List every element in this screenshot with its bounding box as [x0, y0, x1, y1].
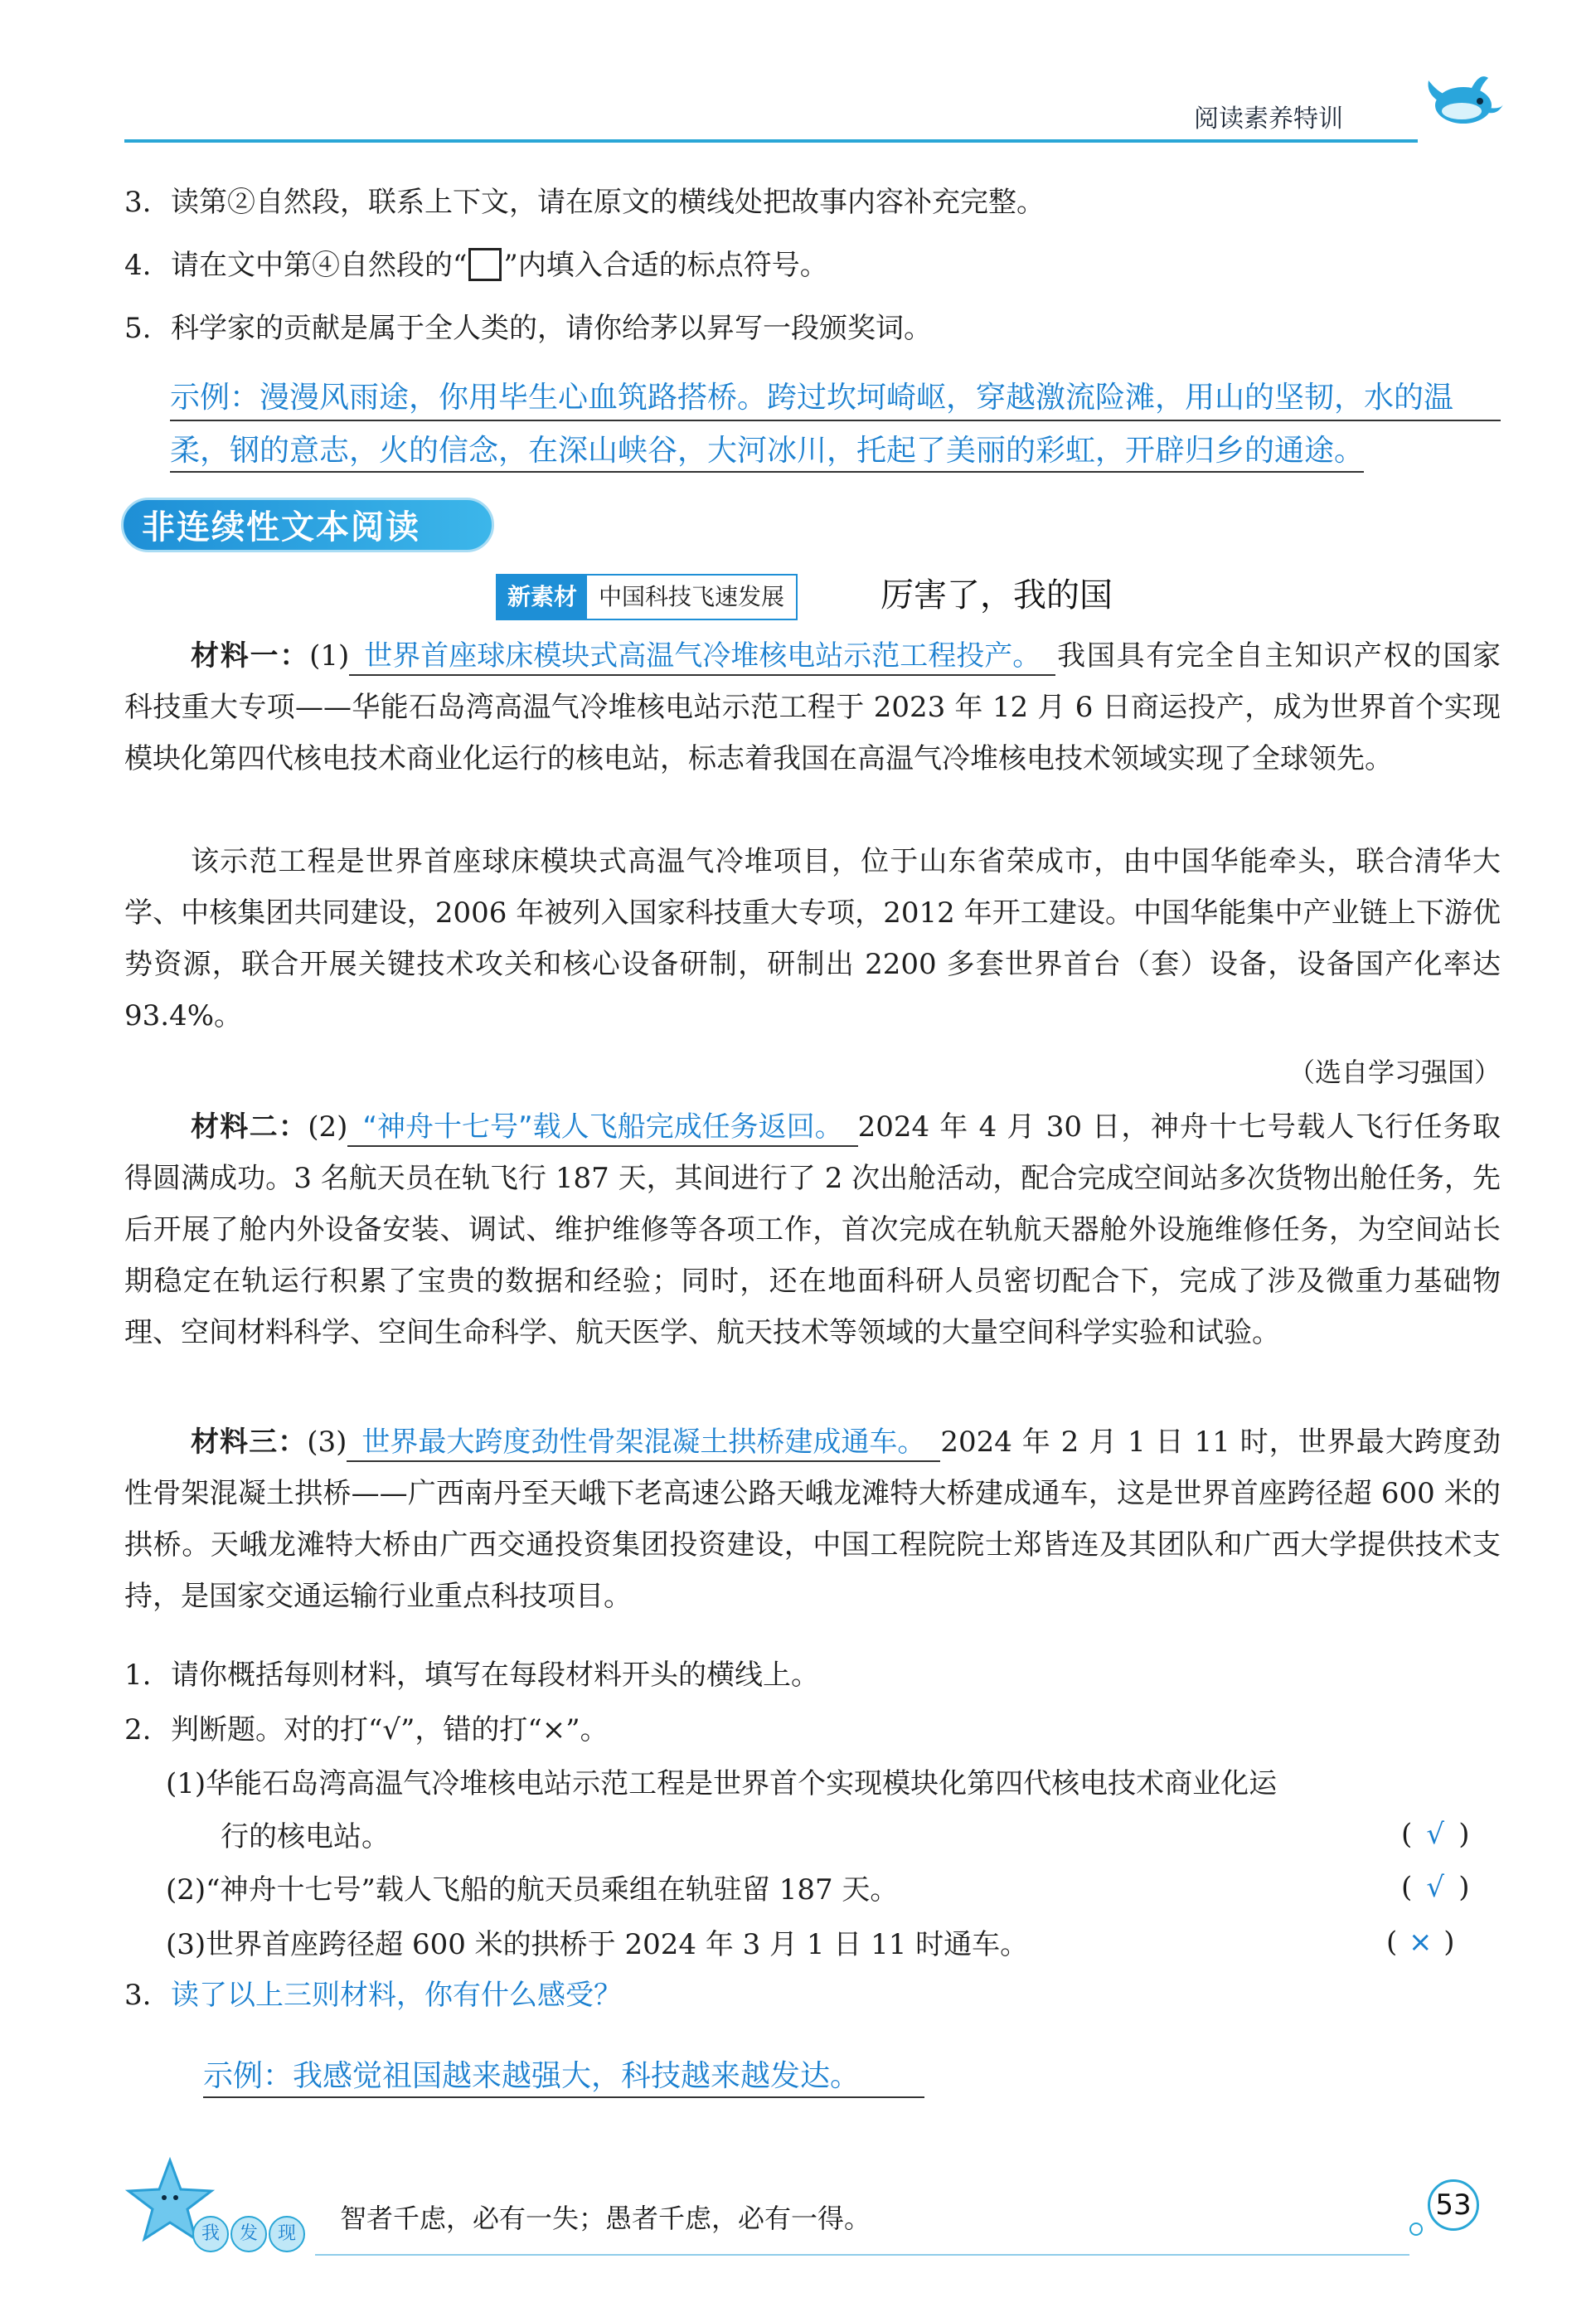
material-3-text: 2024 年 2 月 1 日 11 时，世界最大跨度劲性骨架混凝土拱桥——广西南丹至天峨下老高速公路天峨龙滩特大桥建成通车，这是世界首座跨径超 600 米的拱桥。天峨龙滩特大桥由广西交通投资集团投资建设，中国工程院院士郑皆连及其团队和广西大学提供技术支持，是国家交通运输行业重点科技项目。	[124, 1426, 1501, 1613]
judgement-3: (3)世界首座跨径超 600 米的拱桥于 2024 年 3 月 1 日 11 时通车。	[166, 1928, 1029, 1961]
answer-5-line2: 柔，钢的意志，火的信念，在深山峡谷，大河冰川，托起了美丽的彩虹，开辟归乡的通途。	[170, 434, 1365, 468]
check-mark: √	[1426, 1871, 1445, 1904]
question-b1	[124, 1657, 819, 1693]
question-3	[124, 184, 1045, 221]
question-number: 2.	[124, 1713, 152, 1746]
question-number: 5.	[124, 312, 152, 345]
source-note: （选自学习强国）	[1288, 1057, 1501, 1088]
judgement-1-answer[interactable]: ( √ )	[1401, 1818, 1470, 1851]
tag-new: 新素材	[497, 576, 587, 619]
question-text-before: 请在文中第④自然段的“	[171, 249, 468, 282]
new-material-tag	[496, 574, 798, 620]
question-text: 科学家的贡献是属于全人类的，请你给茅以昇写一段颁奖词。	[171, 312, 932, 345]
question-number: 3.	[124, 186, 152, 219]
material-2-para	[124, 1101, 1501, 1358]
question-text: 读了以上三则材料，你有什么感受？	[171, 1979, 622, 2012]
question-b2	[124, 1712, 609, 1748]
material-3-answer[interactable]: 世界最大跨度劲性骨架混凝土拱桥建成通车。	[347, 1424, 940, 1462]
discover-badge	[192, 2216, 305, 2252]
judgement-2: (2)“神舟十七号”载人飞船的航天员乘组在轨驻留 187 天。	[166, 1873, 899, 1907]
question-b3	[124, 1977, 622, 2014]
question-number: (2)	[308, 1110, 348, 1144]
question-number: (1)	[309, 639, 350, 673]
header-divider	[124, 139, 1418, 143]
answer-line	[170, 420, 1501, 421]
question-number: (3)	[307, 1426, 347, 1459]
judgement-1-line2: 行的核电站。	[221, 1820, 390, 1853]
question-number: 4.	[124, 249, 152, 282]
answer-3: 示例：我感觉祖国越来越强大，科技越来越发达。	[203, 2059, 861, 2093]
header-title: 阅读素养特训	[1194, 104, 1343, 134]
section-title: 厉害了，我的国	[880, 576, 1113, 615]
section-banner: 非连续性文本阅读	[121, 498, 494, 552]
footer-divider	[315, 2254, 1409, 2256]
question-text-after: ”内填入合适的标点符号。	[503, 249, 828, 282]
material-1-answer[interactable]: 世界首座球床模块式高温气冷堆核电站示范工程投产。	[349, 638, 1055, 676]
material-1-para-1	[124, 630, 1501, 785]
answer-line	[170, 471, 1364, 473]
material-1-para-2: 该示范工程是世界首座球床模块式高温气冷堆项目，位于山东省荣成市，由中国华能牵头，联合清华大学、中核集团共同建设，2006 年被列入国家科技重大专项，2012 年开工建设。中国华能集中产业链上下游优势资源，联合开展关键技术攻关和核心设备研制，研制出 2200 多套世界首台（套）设备，设备国产化率达 93.4%。	[124, 845, 1501, 1032]
page-number: 53	[1428, 2179, 1479, 2231]
question-text: 判断题。对的打“√”，错的打“×”。	[171, 1713, 609, 1746]
material-label: 材料一：	[191, 639, 310, 673]
dolphin-icon	[1422, 68, 1505, 146]
footer-quote: 智者千虑，必有一失；愚者千虑，必有一得。	[340, 2203, 871, 2234]
material-label: 材料三：	[191, 1426, 308, 1459]
question-number: 1.	[124, 1659, 152, 1692]
badge-char: 发	[230, 2216, 267, 2252]
material-3-para	[124, 1416, 1501, 1622]
question-text: 请你概括每则材料，填写在每段材料开头的横线上。	[171, 1659, 819, 1692]
judgement-1-line1: (1)华能石岛湾高温气冷堆核电站示范工程是世界首个实现模块化第四代核电技术商业化运	[166, 1767, 1278, 1800]
question-number: 3.	[124, 1979, 152, 2012]
judgement-2-answer[interactable]: ( √ )	[1401, 1871, 1470, 1904]
badge-char: 我	[192, 2216, 229, 2252]
material-2-text: 2024 年 4 月 30 日，神舟十七号载人飞行任务取得圆满成功。3 名航天员在轨飞行 187 天，其间进行了 2 次出舱活动，配合完成空间站多次货物出舱任务，先后开展了舱内外设备安装、调试、维护维修等各项工作，首次完成在轨航天器舱外设施维修任务，为空间站长期稳定在轨运行积累了宝贵的数据和经验；同时，还在地面科研人员密切配合下，完成了涉及微重力基础物理、空间材料科学、空间生命科学、航天医学、航天技术等领域的大量空间科学实验和试验。	[124, 1110, 1501, 1349]
question-4	[124, 247, 828, 284]
badge-char: 现	[269, 2216, 305, 2252]
check-mark: √	[1426, 1818, 1445, 1851]
answer-line	[203, 2096, 924, 2098]
question-5	[124, 310, 932, 347]
cross-mark: ×	[1409, 1926, 1433, 1959]
judgement-3-answer[interactable]: ( × )	[1386, 1926, 1455, 1959]
punctuation-box[interactable]	[468, 248, 502, 281]
tag-topic: 中国科技飞速发展	[599, 583, 785, 610]
question-text: 读第②自然段，联系上下文，请在原文的横线处把故事内容补充完整。	[171, 186, 1045, 219]
answer-5-line1: 示例：漫漫风雨途，你用毕生心血筑路搭桥。跨过坎坷崎岖，穿越激流险滩，用山的坚韧，水的温	[170, 381, 1454, 415]
material-label: 材料二：	[191, 1110, 308, 1144]
material-1-text: 我国具有完全自主知识产权的国家科技重大专项——华能石岛湾高温气冷堆核电站示范工程于 2023 年 12 月 6 日商运投产，成为世界首个实现模块化第四代核电技术商业化运行的核电站，标志着我国在高温气冷堆核电技术领域实现了全球领先。	[124, 639, 1501, 775]
material-2-answer[interactable]: “神舟十七号”载人飞船完成任务返回。	[347, 1109, 857, 1147]
decorative-circle	[1409, 2222, 1423, 2236]
